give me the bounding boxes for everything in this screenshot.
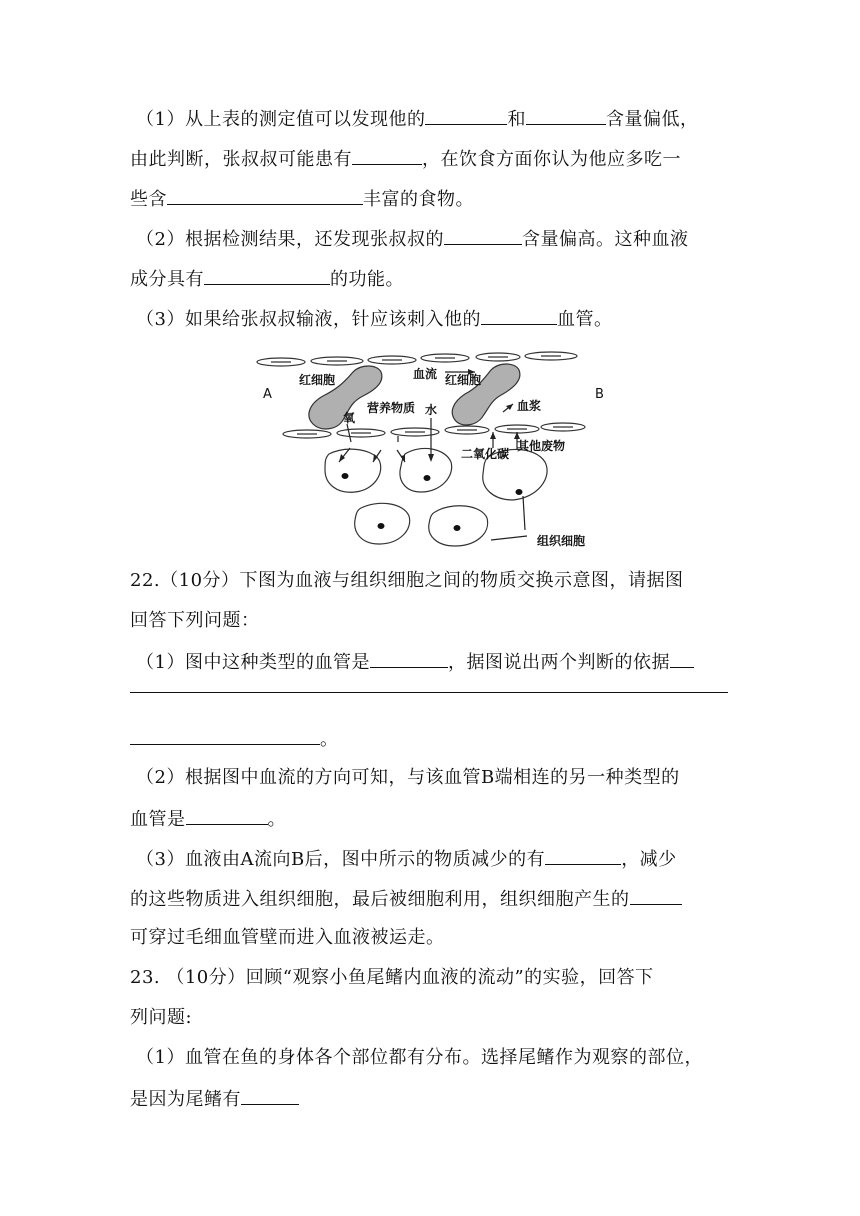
answer-blank[interactable] — [241, 1086, 299, 1105]
answer-blank[interactable] — [204, 266, 330, 285]
tissue-cells — [325, 448, 547, 546]
label-blood-flow: 血流 — [413, 367, 438, 381]
q23-part1-line1: （1）血管在鱼的身体各个部位都有分布。选择尾鳍作为观察的部位， — [136, 1047, 703, 1068]
label-b: B — [595, 387, 604, 402]
label-carbon-dioxide: 二氧化碳 — [461, 447, 510, 461]
label-oxygen: 氧 — [343, 411, 356, 425]
q21-part2-line2: 成分具有 的功能。 — [130, 266, 404, 292]
q23-part1-line2: 是因为尾鳍有 — [130, 1086, 299, 1112]
answer-blank[interactable] — [186, 806, 268, 825]
capillary-exchange-diagram — [255, 350, 610, 550]
label-red-blood-cell-2: 红细胞 — [445, 373, 482, 387]
answer-blank[interactable] — [481, 306, 557, 325]
q22-part3-line1: （3）血液由A流向B后，图中所示的物质减少的有 ，减少 — [136, 846, 677, 872]
vessel-wall-top — [257, 352, 577, 366]
q23-title-line2: 列问题: — [130, 1007, 193, 1028]
label-water: 水 — [425, 403, 438, 417]
q22-part2-line1: （2）根据图中血流的方向可知，与该血管B端相连的另一种类型的 — [136, 767, 680, 788]
q22-part3-line3: 可穿过毛细血管壁而进入血液被运走。 — [130, 927, 445, 948]
answer-blank[interactable] — [670, 649, 694, 668]
answer-blank[interactable] — [370, 649, 448, 668]
q22-title-line2: 回答下列问题： — [130, 610, 260, 631]
q22-part2-line2: 血管是 。 — [130, 806, 286, 832]
answer-blank[interactable] — [526, 106, 606, 125]
q22-part1-line1: （1）图中这种类型的血管是 ，据图说出两个判断的依据 — [136, 649, 694, 675]
q21-part1-line1: （1）从上表的测定值可以发现他的 和 含量偏低， — [136, 106, 698, 132]
answer-blank[interactable] — [352, 146, 422, 165]
answer-blank[interactable] — [444, 226, 522, 245]
q21-part1-line2: 由此判断，张叔叔可能患有 ，在饮食方面你认为他应多吃一 — [130, 146, 681, 172]
q21-part1-line3: 些含 丰富的食物。 — [130, 186, 474, 212]
label-a: A — [263, 387, 272, 402]
answer-blank[interactable] — [425, 106, 507, 125]
q21-part3-line1: （3）如果给张叔叔输液，针应该刺入他的 血管。 — [136, 306, 612, 332]
q22-title-line1: 22.（10分）下图为血液与组织细胞之间的物质交换示意图，请据图 — [130, 570, 684, 591]
label-nutrients: 营养物质 — [367, 401, 416, 415]
q21-part2-line1: （2）根据检测结果，还发现张叔叔的 含量偏高。这种血液 — [136, 226, 688, 252]
label-tissue-cell: 组织细胞 — [537, 534, 586, 548]
q23-title-line1: 23. （10分）回顾“观察小鱼尾鳍内血液的流动”的实验，回答下 — [130, 967, 654, 988]
answer-blank[interactable] — [130, 726, 320, 745]
answer-rule[interactable] — [130, 692, 728, 693]
label-other-waste: 其他废物 — [517, 439, 566, 453]
label-plasma: 血浆 — [517, 399, 542, 413]
answer-blank[interactable] — [545, 846, 621, 865]
answer-blank[interactable] — [630, 886, 682, 905]
label-red-blood-cell-1: 红细胞 — [299, 373, 336, 387]
answer-blank[interactable] — [167, 186, 363, 205]
q22-part3-line2: 的这些物质进入组织细胞，最后被细胞利用，组织细胞产生的 — [130, 886, 682, 912]
q22-part1-line3: 。 — [130, 726, 339, 752]
